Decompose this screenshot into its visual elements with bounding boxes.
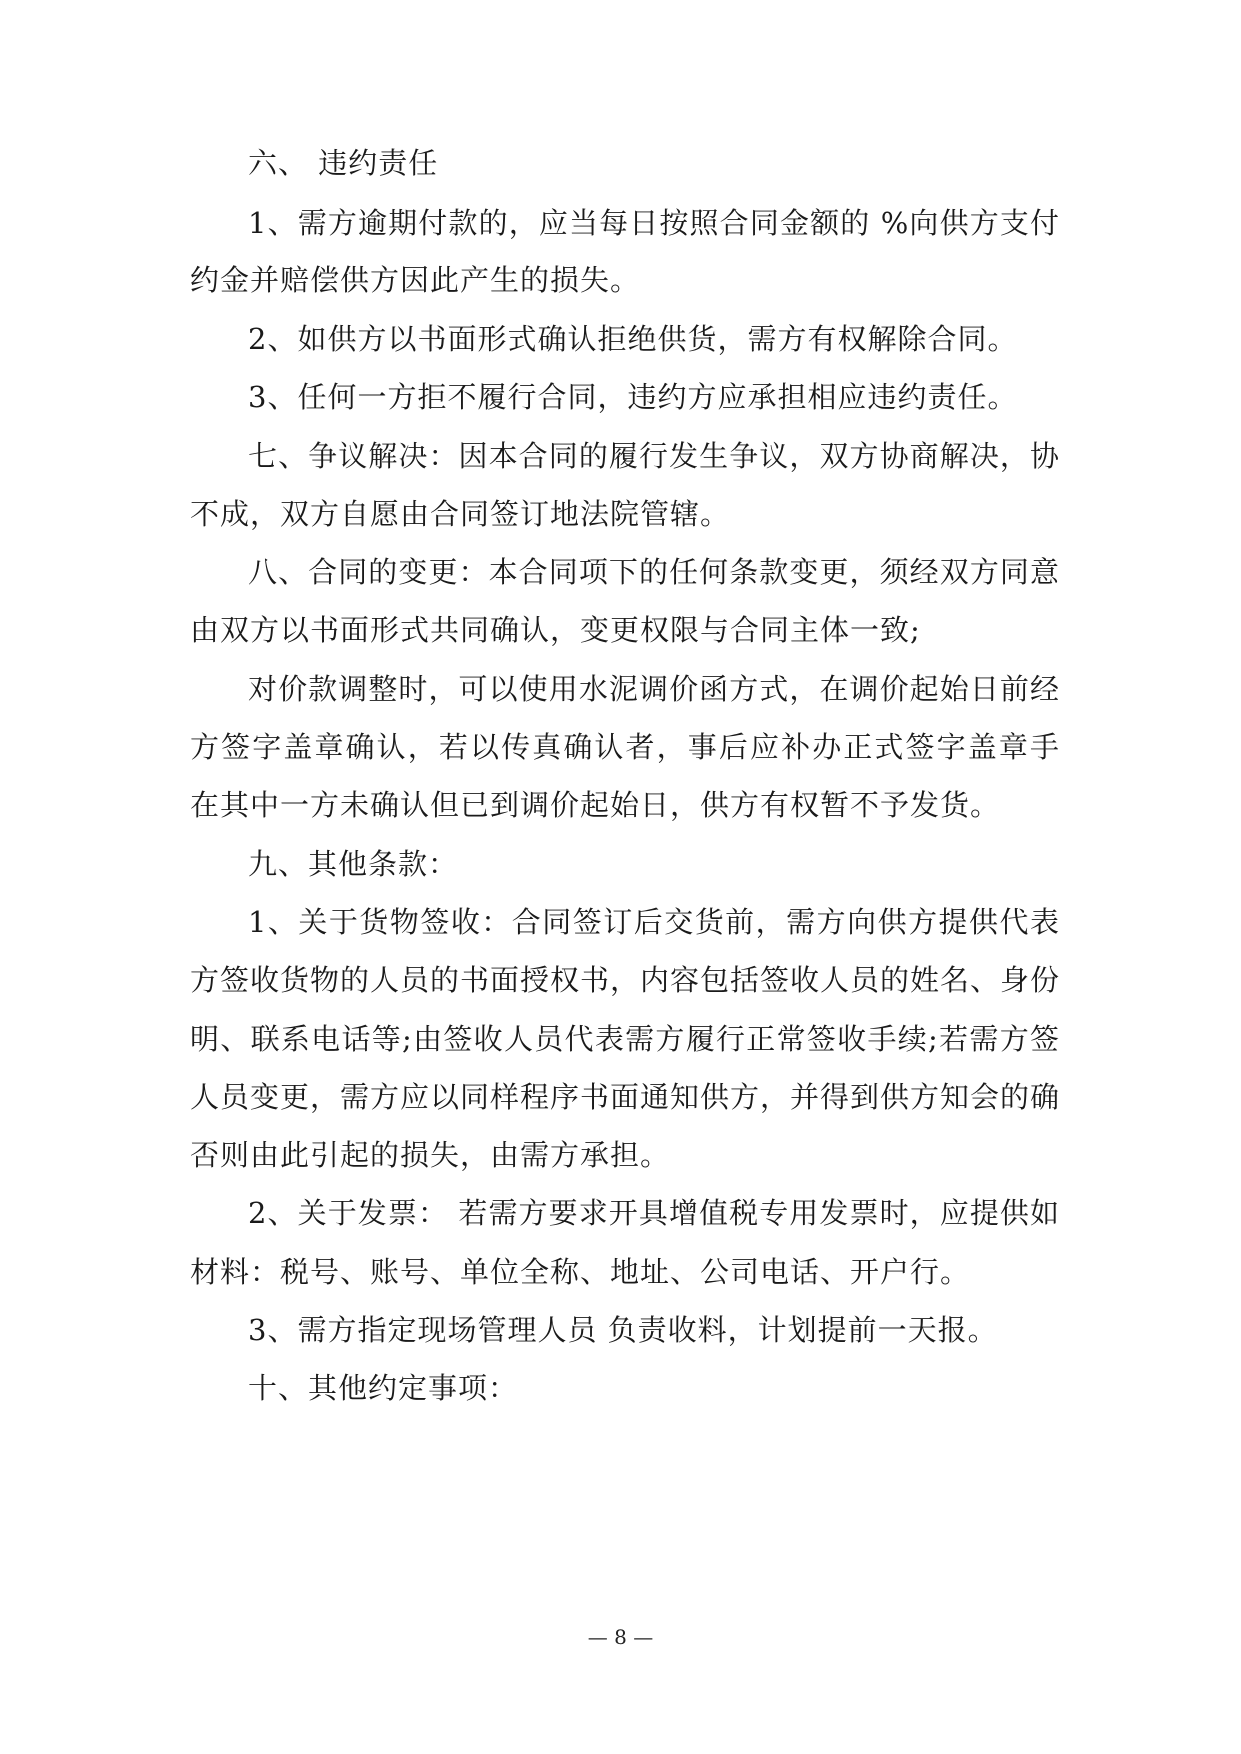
paragraph-line: 对价款调整时，可以使用水泥调价函方式，在调价起始日前经 [248, 672, 1060, 706]
section-heading-contract-change: 八、合同的变更：本合同项下的任何条款变更，须经双方同意 [248, 555, 1060, 589]
paragraph-line: 人员变更，需方应以同样程序书面通知供方，并得到供方知会的确 [190, 1080, 1060, 1114]
paragraph-line: 明、联系电话等;由签收人员代表需方履行正常签收手续;若需方签 [190, 1022, 1060, 1056]
paragraph-line: 材料：税号、账号、单位全称、地址、公司电话、开户行。 [190, 1255, 971, 1289]
paragraph-line: 约金并赔偿供方因此产生的损失。 [190, 263, 641, 297]
paragraph-line: 1、需方逾期付款的，应当每日按照合同金额的 %向供方支付 [248, 206, 1060, 240]
paragraph-line: 2、如供方以书面形式确认拒绝供货，需方有权解除合同。 [248, 322, 1018, 356]
section-heading-breach-liability: 六、 违约责任 [248, 146, 439, 180]
paragraph-line: 方签收货物的人员的书面授权书，内容包括签收人员的姓名、身份 [190, 963, 1060, 997]
section-heading-other-terms: 九、其他条款： [248, 847, 459, 881]
paragraph-line: 3、任何一方拒不履行合同，违约方应承担相应违约责任。 [248, 380, 1018, 414]
section-heading-dispute-resolution: 七、争议解决：因本合同的履行发生争议，双方协商解决，协 [248, 439, 1060, 473]
paragraph-line: 2、关于发票： 若需方要求开具增值税专用发票时，应提供如 [248, 1196, 1060, 1230]
paragraph-line: 3、需方指定现场管理人员 负责收料，计划提前一天报。 [248, 1313, 998, 1347]
paragraph-line: 由双方以书面形式共同确认，变更权限与合同主体一致; [190, 613, 921, 647]
paragraph-line: 不成，双方自愿由合同签订地法院管辖。 [190, 497, 731, 531]
paragraph-line: 在其中一方未确认但已到调价起始日，供方有权暂不予发货。 [190, 788, 1001, 822]
paragraph-line: 否则由此引起的损失，由需方承担。 [190, 1138, 671, 1172]
page-number: — 8 — [587, 1625, 654, 1649]
section-heading-other-agreements: 十、其他约定事项： [248, 1371, 519, 1405]
paragraph-line: 1、关于货物签收：合同签订后交货前，需方向供方提供代表 [248, 905, 1060, 939]
paragraph-line: 方签字盖章确认，若以传真确认者，事后应补办正式签字盖章手 [190, 730, 1060, 764]
